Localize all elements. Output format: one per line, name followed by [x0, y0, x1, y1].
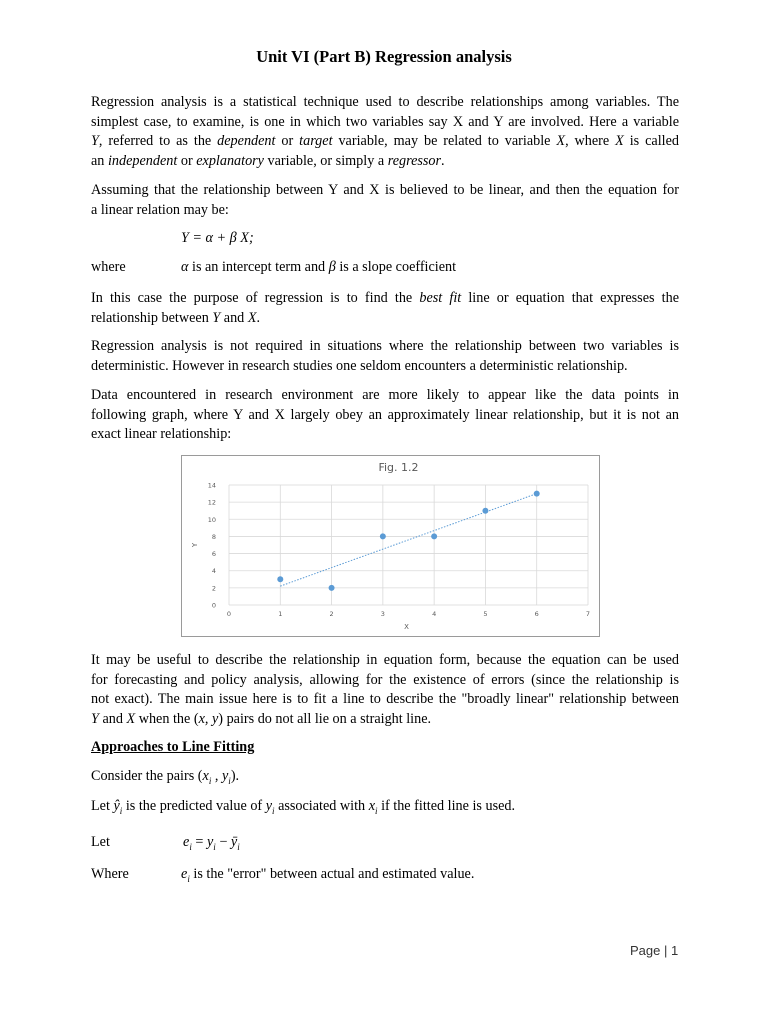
page-title: Unit VI (Part B) Regression analysis [256, 47, 512, 66]
trendline [280, 494, 536, 587]
x-tick-label: 4 [432, 610, 437, 618]
x-tick-label: 2 [329, 610, 334, 618]
data-point [380, 533, 386, 539]
x-axis-label: X [404, 623, 409, 631]
para1-line4: an independent or explanatory variable, or simply a regressor. [91, 152, 445, 169]
data-point [534, 491, 540, 497]
data-point [482, 508, 488, 514]
y-tick-label: 6 [211, 550, 216, 559]
error-equation: $e_i = y_i$ − $ȳ_i$ [183, 834, 240, 852]
para2-line2: a linear relation may be: [91, 201, 229, 218]
para5-line1: Data encountered in research environment are more likely to appear like the data points in [91, 387, 679, 403]
y-axis-label: Y [191, 542, 199, 548]
where2-label: Where [91, 866, 129, 882]
where2-definition: $e_i$ is the "error" between actual and estimated value. [181, 866, 475, 884]
y-tick-label: 2 [211, 584, 216, 593]
chart-title: Fig. 1.2 [378, 461, 419, 474]
linear-equation: Y = α + β X; [181, 230, 254, 246]
para2-line1: Assuming that the relationship between Y and X is believed to be linear, and then the equation for [91, 182, 679, 198]
para4-line2: deterministic. However in research studies one seldom encounters a deterministic relationship. [91, 357, 628, 374]
x-tick-label: 0 [226, 610, 232, 618]
y-tick-label: 10 [207, 515, 216, 524]
para1-line2: simplest case, to examine, is one in which two variables say X and Y are involved. Here a variable [91, 113, 679, 130]
data-point [431, 533, 437, 539]
data-point [329, 585, 335, 591]
para6-line1: It may be useful to describe the relationship in equation form, because the equation can be used [91, 652, 679, 668]
y-tick-label: 14 [207, 481, 216, 490]
x-tick-label: 7 [585, 610, 591, 618]
where-label: where [91, 259, 126, 275]
let-label: Let [91, 834, 110, 850]
where-definition: α is an intercept term and β is a slope coefficient [181, 259, 457, 275]
para4-line1: Regression analysis is not required in situations where the relationship between two variables is [91, 338, 679, 354]
let-predicted: Let $ŷ_i$ is the predicted value of $y_i$ associated with $x_i$ if the fitted line is used. [91, 798, 516, 816]
x-tick-label: 6 [534, 610, 539, 618]
x-tick-label: 1 [278, 610, 283, 618]
para3-line2: relationship between Y and X. [91, 309, 261, 326]
data-point [277, 576, 283, 582]
y-tick-label: 4 [211, 567, 216, 576]
y-tick-label: 8 [211, 532, 216, 541]
para3-line1: In this case the purpose of regression is to find the best fit line or equation that expresses the [91, 290, 680, 306]
paragraph-purpose [91, 289, 679, 328]
chart-svg [182, 456, 599, 636]
paragraph-assumption [91, 181, 679, 220]
paragraph-data [91, 386, 679, 445]
y-tick-label: 0 [211, 601, 216, 610]
paragraph-intro [91, 93, 679, 171]
para5-line3: exact linear relationship: [91, 426, 232, 442]
consider-pairs: Consider the pairs ($x_i$ , $y_i$). [91, 768, 240, 786]
x-tick-label: 3 [380, 610, 385, 618]
para6-line2: for forecasting and policy analysis, allowing for the existence of errors (since the relationship is [91, 671, 679, 688]
para1-line1: Regression analysis is a statistical technique used to describe relationships among variables. The [91, 94, 679, 110]
paragraph-deterministic [91, 337, 679, 376]
x-tick-label: 5 [483, 610, 488, 618]
para5-line2: following graph, where Y and X largely obey an approximately linear relationship, but it is not an [91, 406, 679, 423]
section-heading: Approaches to Line Fitting [91, 739, 255, 755]
para6-line4: Y and X when the (x, y) pairs do not all lie on a straight line. [91, 710, 432, 727]
page-footer: Page | 1 [630, 943, 679, 958]
para1-line3: Y, referred to as the dependent or target variable, may be related to variable X, where X is called [91, 133, 679, 149]
paragraph-equation-form [91, 651, 679, 729]
y-tick-label: 12 [207, 498, 216, 507]
para6-line3: not exact). The main issue here is to fit a line to describe the "broadly linear" relationship between [91, 691, 679, 707]
figure-scatter-chart [181, 455, 600, 637]
